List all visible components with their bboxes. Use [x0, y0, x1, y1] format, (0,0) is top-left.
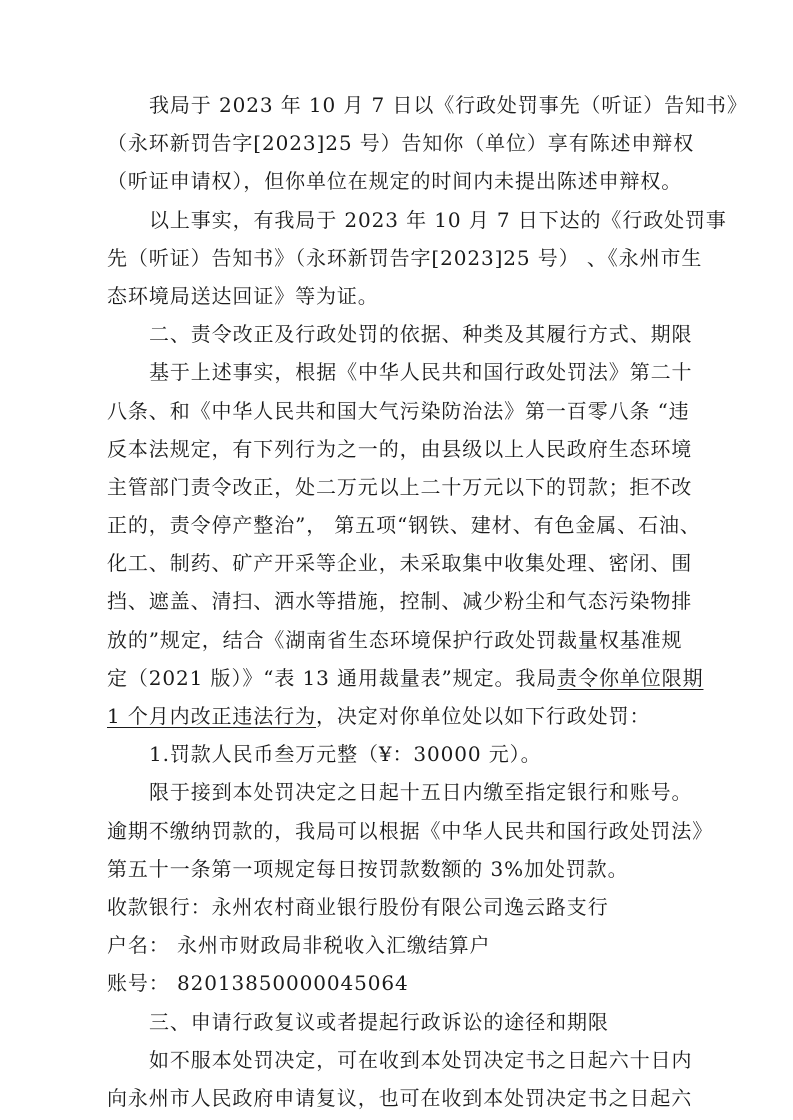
line-text: 正的，责令停产整治”， 第五项“钢铁、建材、有色金属、石油、 — [107, 513, 701, 538]
bank-name — [107, 888, 693, 926]
line-text: 定（2021 版）》“表 13 通用裁量表”规定。我局 — [107, 665, 558, 690]
line-text: 先（听证）告知书》（永环新罚告字[2023]25 号） 、《永州市生 — [107, 245, 703, 270]
line-text: 挡、遮盖、清扫、洒水等措施，控制、减少粉尘和气态污染物排 — [107, 589, 693, 614]
text-line — [107, 1079, 693, 1117]
text-line — [107, 162, 693, 200]
line-text: 1.罚款人民币叁万元整（¥：30000 元）。 — [149, 742, 542, 767]
underlined-order-text: 1 个月内改正违法行为 — [107, 704, 316, 728]
text-line — [107, 239, 703, 277]
text-line — [107, 277, 693, 315]
text-line — [107, 621, 693, 659]
line-text: 三、申请行政复议或者提起行政诉讼的途径和期限 — [149, 1009, 609, 1034]
section-heading — [107, 315, 693, 353]
text-line — [107, 544, 693, 582]
text-line — [107, 697, 693, 735]
text-line — [107, 430, 693, 468]
text-line — [107, 201, 727, 239]
line-text: 向永州市人民政府申请复议，也可在收到本处罚决定书之日起六 — [107, 1085, 693, 1110]
line-text: 账号： 82013850000045064 — [107, 971, 409, 996]
line-text: （听证申请权），但你单位在规定的时间内未提出陈述申辩权。 — [107, 169, 683, 194]
line-text: 基于上述事实，根据《中华人民共和国行政处罚法》第二十 — [149, 360, 693, 385]
line-text: 逾期不缴纳罚款的，我局可以根据《中华人民共和国行政处罚法》 — [107, 818, 714, 843]
line-text: 态环境局送达回证》等为证。 — [107, 283, 379, 308]
text-line — [107, 1041, 693, 1079]
text-line — [107, 506, 701, 544]
text-line — [107, 86, 748, 124]
line-text: 二、责令改正及行政处罚的依据、种类及其履行方式、期限 — [149, 322, 693, 347]
text-line — [107, 850, 693, 888]
text-line — [107, 468, 693, 506]
line-text: 化工、制药、矿产开采等企业，未采取集中收集处理、密闭、围 — [107, 551, 693, 576]
underlined-order-text: 责令你单位限期 — [557, 665, 704, 690]
line-text-tail: ，决定对你单位处以如下行政处罚： — [315, 704, 651, 728]
text-line — [107, 659, 704, 697]
section-heading — [107, 1003, 693, 1041]
text-line — [107, 353, 693, 391]
text-line — [107, 392, 693, 430]
line-text: 以上事实，有我局于 2023 年 10 月 7 日下达的《行政处罚事 — [149, 207, 727, 232]
line-text: 主管部门责令改正，处二万元以上二十万元以下的罚款；拒不改 — [107, 474, 693, 499]
line-text: 反本法规定，有下列行为之一的，由县级以上人民政府生态环境 — [107, 436, 693, 461]
line-text: 我局于 2023 年 10 月 7 日以《行政处罚事先（听证）告知书》 — [149, 93, 748, 117]
text-line — [107, 812, 714, 850]
text-line — [107, 773, 693, 811]
line-text: 户名： 永州市财政局非税收入汇缴结算户 — [107, 933, 491, 958]
text-line — [107, 124, 693, 162]
line-text: 放的”规定，结合《湖南省生态环境保护行政处罚裁量权基准规 — [107, 627, 683, 652]
line-text: 收款银行：永州农村商业银行股份有限公司逸云路支行 — [107, 894, 609, 919]
line-text: 如不服本处罚决定，可在收到本处罚决定书之日起六十日内 — [149, 1047, 693, 1072]
line-text: （永环新罚告字[2023]25 号）告知你（单位）享有陈述申辩权 — [107, 131, 695, 156]
line-text: 限于接到本处罚决定之日起十五日内缴至指定银行和账号。 — [149, 780, 693, 805]
line-text: 第五十一条第一项规定每日按罚款数额的 3%加处罚款。 — [107, 856, 629, 881]
line-text: 八条、和《中华人民共和国大气污染防治法》第一百零八条 “违 — [107, 398, 690, 423]
text-line — [107, 582, 693, 620]
account-number — [107, 964, 693, 1002]
account-name — [107, 926, 693, 964]
penalty-item — [107, 735, 693, 773]
